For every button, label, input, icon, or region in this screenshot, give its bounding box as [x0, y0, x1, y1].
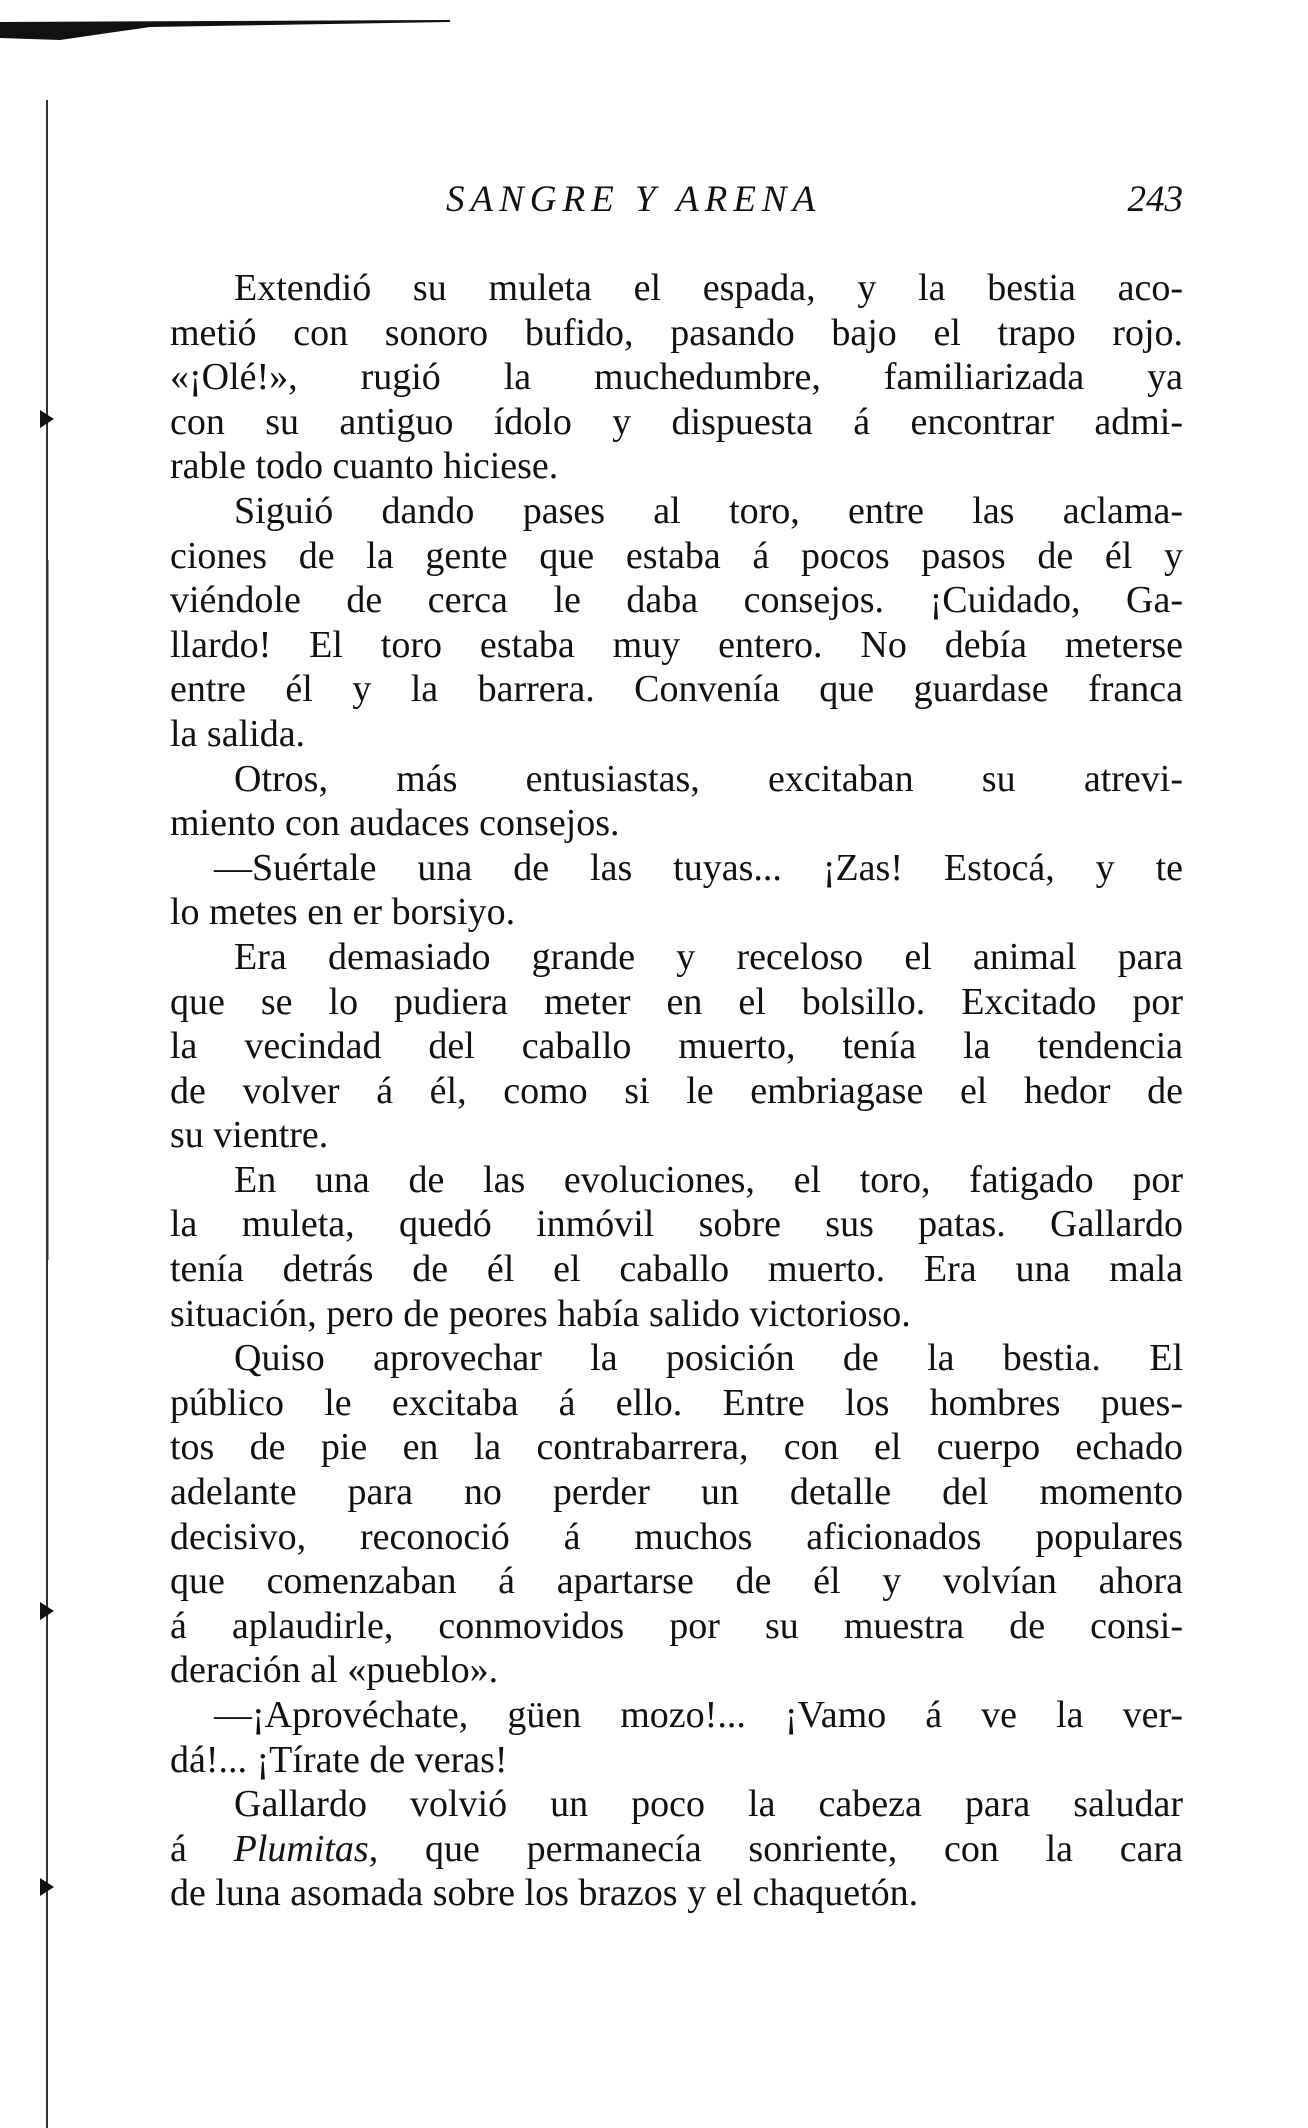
margin-marker-icon	[40, 1878, 54, 1896]
text-line: dá!... ¡Tírate de veras!	[170, 1738, 508, 1781]
text-line: la vecindad del caballo muerto, tenía la tendencia	[170, 1025, 1183, 1068]
dialogue-paragraph	[170, 846, 1183, 935]
text-line: «¡Olé!», rugió la muchedumbre, familiarizada ya	[170, 356, 1183, 399]
text-line: ciones de la gente que estaba á pocos pasos de él y	[170, 534, 1183, 577]
text-line: que comenzaban á apartarse de él y volvían ahora	[170, 1560, 1183, 1603]
scan-edge-mark	[0, 18, 450, 48]
text-line: de luna asomada sobre los brazos y el chaquetón.	[170, 1872, 919, 1915]
paragraph	[170, 1336, 1183, 1693]
text-segment: , que permanecía sonriente, con la cara	[368, 1827, 1183, 1870]
text-line: tos de pie en la contrabarrera, con el cuerpo echado	[170, 1426, 1183, 1469]
text-line: viéndole de cerca le daba consejos. ¡Cuidado, Ga-	[170, 579, 1183, 622]
running-title: SANGRE Y ARENA	[446, 179, 822, 220]
paragraph	[170, 757, 1183, 846]
text-line: metió con sonoro bufido, pasando bajo el trapo rojo.	[170, 311, 1183, 354]
paragraph	[170, 489, 1183, 757]
text-line: su vientre.	[170, 1114, 329, 1157]
text-line: adelante para no perder un detalle del momento	[170, 1471, 1183, 1514]
text-segment: á	[170, 1827, 234, 1870]
text-line: que se lo pudiera meter en el bolsillo. Excitado por	[170, 980, 1183, 1023]
italic-name: Plumitas	[233, 1827, 369, 1870]
text-line: miento con audaces consejos.	[170, 802, 620, 845]
page-number: 243	[1127, 179, 1183, 220]
text-line: Gallardo volvió un poco la cabeza para saludar	[234, 1783, 1183, 1826]
text-line: Era demasiado grande y receloso el animal para	[234, 935, 1183, 978]
text-line: tenía detrás de él el caballo muerto. Era una mala	[170, 1248, 1183, 1291]
dialogue-paragraph	[170, 1693, 1183, 1782]
margin-marker-icon	[40, 410, 54, 428]
paragraph	[170, 935, 1183, 1158]
text-line: público le excitaba á ello. Entre los hombres pues-	[170, 1381, 1183, 1424]
text-line: la salida.	[170, 712, 306, 755]
text-line: lo metes en er borsiyo.	[170, 891, 516, 934]
text-line: con su antiguo ídolo y dispuesta á encontrar admi-	[170, 400, 1183, 443]
page-body	[170, 266, 1183, 1916]
text-line: —¡Aprovéchate, güen mozo!... ¡Vamo á ve la ver-	[214, 1694, 1183, 1736]
text-line: entre él y la barrera. Convenía que guardase franca	[170, 668, 1183, 711]
text-line: llardo! El toro estaba muy entero. No debía meterse	[170, 623, 1183, 666]
text-line: —Suértale una de las tuyas... ¡Zas! Estocá, y te	[214, 846, 1183, 889]
paragraph	[170, 266, 1183, 489]
text-line: Siguió dando pases al toro, entre las aclama-	[234, 489, 1183, 532]
text-line: Otros, más entusiastas, excitaban su atrevi-	[234, 757, 1183, 800]
paragraph	[170, 1158, 1183, 1336]
text-line: situación, pero de peores había salido victorioso.	[170, 1292, 911, 1335]
text-line: decisivo, reconoció á muchos aficionados populares	[170, 1515, 1183, 1558]
text-line: Extendió su muleta el espada, y la bestia aco-	[234, 267, 1183, 309]
text-line: rable todo cuanto hiciese.	[170, 445, 559, 488]
paragraph	[170, 1782, 1183, 1916]
text-line: la muleta, quedó inmóvil sobre sus patas. Gallardo	[170, 1203, 1183, 1246]
text-line: En una de las evoluciones, el toro, fatigado por	[234, 1158, 1183, 1201]
text-line: á aplaudirle, conmovidos por su muestra de consi-	[170, 1604, 1183, 1647]
text-line	[170, 1827, 1183, 1872]
text-line: deración al «pueblo».	[170, 1649, 499, 1692]
running-header	[170, 178, 1183, 222]
text-line: de volver á él, como si le embriagase el hedor de	[170, 1069, 1183, 1112]
text-line: Quiso aprovechar la posición de la bestia. El	[234, 1337, 1183, 1380]
margin-marker-icon	[40, 1602, 54, 1620]
page-margin-line-faint	[48, 560, 49, 1260]
